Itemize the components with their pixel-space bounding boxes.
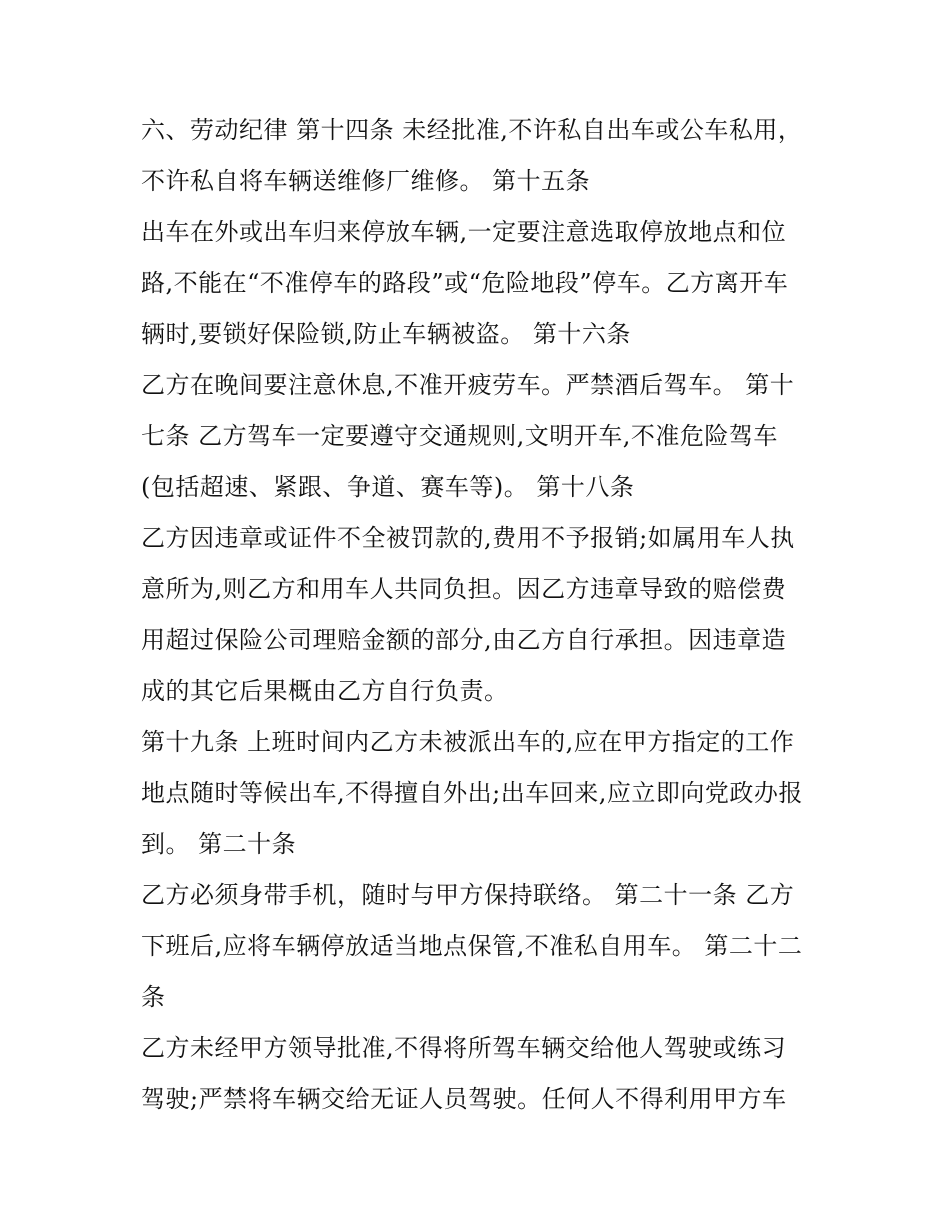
text-line: 条 [141, 983, 166, 1011]
document-body [141, 105, 821, 1125]
text-line: 乙方因违章或证件不全被罚款的,费用不予报销;如属用车人执 [141, 524, 795, 552]
text-line: 辆时,要锁好保险锁,防止车辆被盗。 第十六条 [141, 320, 631, 348]
text-line: 乙方在晚间要注意休息,不准开疲劳车。严禁酒后驾车。 第十 [141, 371, 795, 399]
text-line: 乙方未经甲方领导批准,不得将所驾车辆交给他人驾驶或练习 [141, 1034, 787, 1062]
text-line: 地点随时等候出车,不得擅自外出;出车回来,应立即向党政办报 [141, 779, 803, 807]
text-line: 第十九条 上班时间内乙方未被派出车的,应在甲方指定的工作 [141, 728, 795, 756]
text-line: 下班后,应将车辆停放适当地点保管,不准私自用车。 第二十二 [141, 932, 803, 960]
text-line: 七条 乙方驾车一定要遵守交通规则,文明开车,不准危险驾车 [141, 422, 778, 450]
text-line: 驾驶;严禁将车辆交给无证人员驾驶。任何人不得利用甲方车 [141, 1085, 787, 1113]
text-line: 路,不能在“不准停车的路段”或“危险地段”停车。乙方离开车 [141, 269, 789, 297]
text-line: (包括超速、紧跟、争道、赛车等)。 第十八条 [141, 473, 635, 501]
text-line: 到。 第二十条 [141, 830, 297, 858]
text-line: 出车在外或出车归来停放车辆,一定要注意选取停放地点和位 [141, 218, 787, 246]
text-line: 乙方必须身带手机，随时与甲方保持联络。 第二十一条 乙方 [141, 881, 795, 909]
text-line: 成的其它后果概由乙方自行负责。 [141, 677, 509, 705]
text-line: 六、劳动纪律 第十四条 未经批准,不许私自出车或公车私用， [141, 116, 803, 144]
text-line: 用超过保险公司理赔金额的部分,由乙方自行承担。因违章造 [141, 626, 787, 654]
text-line: 不许私自将车辆送维修厂维修。 第十五条 [141, 167, 591, 195]
text-line: 意所为,则乙方和用车人共同负担。因乙方违章导致的赔偿费 [141, 575, 787, 603]
